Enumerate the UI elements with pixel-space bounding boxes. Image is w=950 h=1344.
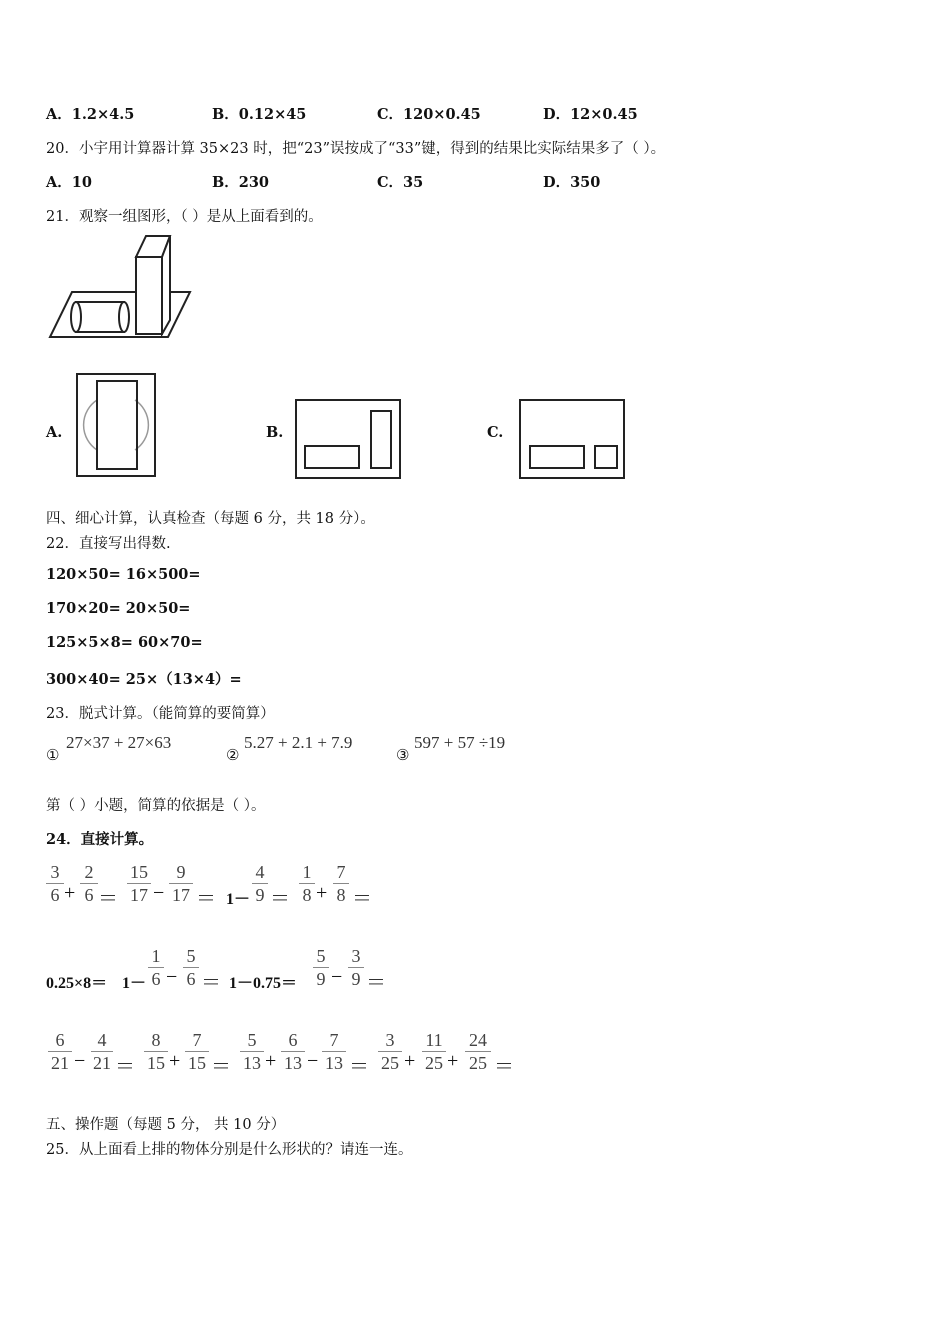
fraction: 9 17 (169, 862, 193, 905)
fraction: 24 25 (465, 1030, 491, 1073)
equals-sign: ＝ (201, 972, 221, 994)
q23-mark-3: ③ (396, 746, 410, 764)
plus-sign: + (265, 1050, 277, 1072)
view-option-a[interactable] (75, 372, 157, 478)
view-option-c[interactable] (518, 398, 626, 480)
equals-sign: ＝ (494, 1056, 514, 1078)
plus-sign: + (169, 1050, 181, 1072)
question-21-stem: 21．观察一组图形，（ ）是从上面看到的。 (46, 209, 323, 225)
q20-option-a[interactable]: A．10 (46, 174, 92, 191)
question-22-stem: 22．直接写出得数. (46, 536, 171, 552)
option-c[interactable]: C．120×0.45 (377, 106, 481, 123)
minus-sign: − (331, 966, 343, 988)
fraction: 4 21 (93, 1030, 111, 1073)
fraction: 6 13 (281, 1030, 305, 1073)
plus-sign: + (64, 882, 76, 904)
expression-one-minus-decimal: 1－0.75＝ (229, 975, 298, 992)
option-b[interactable]: B．0.12×45 (212, 106, 307, 123)
fraction: 1 6 (148, 946, 164, 989)
fraction: 1 8 (299, 862, 315, 905)
question-20-stem: 20．小宇用计算器计算 35×23 时，把“23”误按成了“33”键，得到的结果比实际结果多了（ ）。 (46, 141, 666, 157)
fraction: 3 25 (378, 1030, 402, 1073)
minus-sign: − (307, 1050, 319, 1072)
fraction: 4 9 (252, 862, 268, 905)
minus-sign: − (166, 966, 178, 988)
equals-sign: ＝ (270, 888, 290, 910)
equals-sign: ＝ (115, 1056, 135, 1078)
q22-row-4[interactable]: 300×40= 25×（13×4）= (46, 671, 242, 688)
minus-sign: − (74, 1050, 86, 1072)
question-24-stem: 24．直接计算。 (46, 831, 154, 848)
fraction: 5 13 (240, 1030, 264, 1073)
equals-sign: ＝ (211, 1056, 231, 1078)
q22-row-1[interactable]: 120×50= 16×500= (46, 566, 201, 583)
fraction: 15 17 (127, 862, 151, 905)
fraction: 7 8 (333, 862, 349, 905)
q20-option-b[interactable]: B．230 (212, 174, 270, 191)
q23-expression-1[interactable]: 27×37 + 27×63 (66, 733, 172, 752)
q21-label-a[interactable]: A. (46, 424, 63, 441)
equals-sign: ＝ (349, 1056, 369, 1078)
fraction: 5 9 (313, 946, 329, 989)
q21-label-b[interactable]: B. (266, 424, 284, 441)
equals-sign: ＝ (352, 888, 372, 910)
plus-sign: + (447, 1050, 459, 1072)
fraction: 8 15 (144, 1030, 168, 1073)
option-d[interactable]: D．12×0.45 (543, 106, 638, 123)
fraction: 5 6 (183, 946, 199, 989)
minus-sign: − (153, 882, 165, 904)
question-25-stem: 25．从上面看上排的物体分别是什么形状的？请连一连。 (46, 1142, 413, 1158)
fraction: 7 15 (185, 1030, 209, 1073)
option-a[interactable]: A．1.2×4.5 (46, 106, 135, 123)
fraction: 3 9 (348, 946, 364, 989)
solid-figures-illustration (44, 230, 204, 345)
plus-sign: + (316, 882, 328, 904)
fraction: 6 21 (48, 1030, 72, 1073)
q23-expression-2[interactable]: 5.27 + 2.1 + 7.9 (244, 733, 353, 752)
equals-sign: ＝ (366, 972, 386, 994)
one-minus: 1－ (122, 975, 147, 992)
expression-decimal-multiply: 0.25×8＝ (46, 975, 108, 992)
q20-option-d[interactable]: D．350 (543, 174, 601, 191)
q23-expression-3[interactable]: 597 + 57 ÷19 (414, 733, 506, 752)
fraction: 3 6 (46, 862, 64, 905)
section-4-title: 四、细心计算，认真检查（每题 6 分，共 18 分）。 (46, 511, 375, 527)
q20-option-c[interactable]: C．35 (377, 174, 424, 191)
view-option-b[interactable] (294, 398, 402, 480)
fraction: 11 25 (422, 1030, 446, 1073)
equals-sign: ＝ (98, 888, 118, 910)
section-5-title: 五、操作题（每题 5 分， 共 10 分） (46, 1117, 286, 1133)
question-23-stem: 23．脱式计算。（能简算的要简算） (46, 706, 275, 722)
one-minus: 1－ (226, 891, 251, 908)
equals-sign: ＝ (196, 888, 216, 910)
q22-row-2[interactable]: 170×20= 20×50= (46, 600, 191, 617)
q22-row-3[interactable]: 125×5×8= 60×70= (46, 634, 203, 651)
q21-label-c[interactable]: C. (487, 424, 504, 441)
q23-fill-blank[interactable]: 第（ ）小题，简算的依据是（ ）。 (46, 798, 266, 814)
fraction: 7 13 (322, 1030, 346, 1073)
q23-mark-2: ② (226, 746, 240, 764)
q23-mark-1: ① (46, 746, 60, 764)
fraction: 2 6 (80, 862, 98, 905)
plus-sign: + (404, 1050, 416, 1072)
